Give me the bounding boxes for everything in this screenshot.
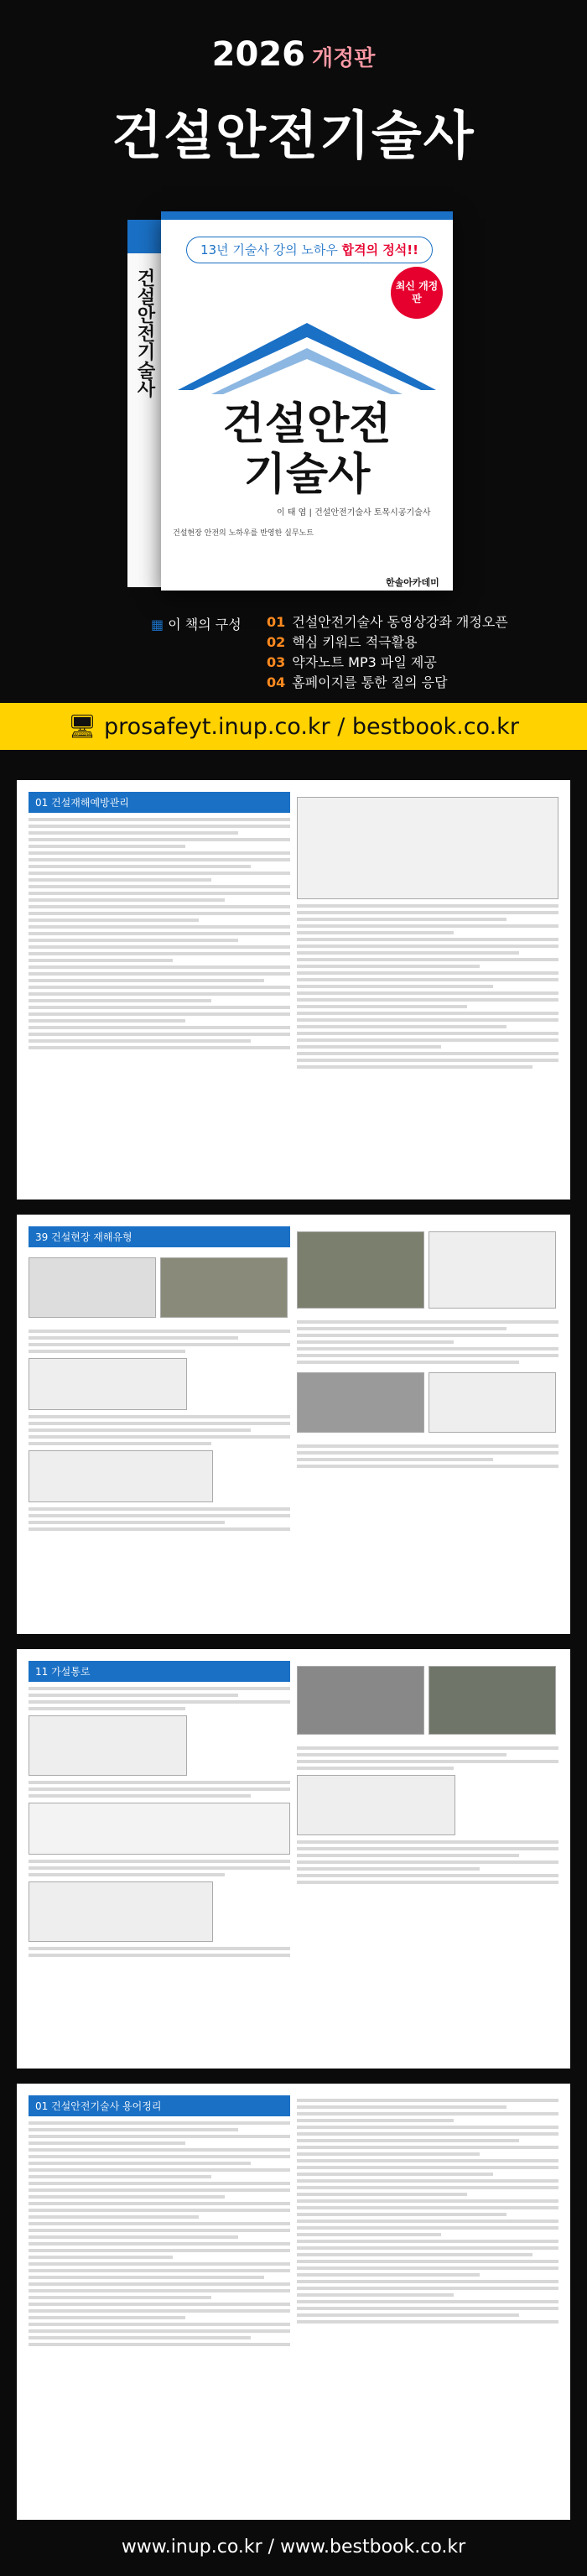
photo-image [429,1666,556,1735]
section-title: 01 건설안전기술사 용어정리 [29,2095,290,2116]
diagram-image [29,1881,213,1942]
feature-text: 약자노트 MP3 파일 제공 [292,654,437,670]
spread-right-page [297,1226,558,1622]
diagram-image [29,1715,187,1776]
feature-num: 01 [267,614,286,630]
page-spread-2 [17,1215,570,1634]
latest-edition-badge: 최신 개정판 [391,267,443,319]
diagram-image [29,1450,213,1502]
spread-right-page [297,792,558,1188]
url-banner-link[interactable]: prosafeyt.inup.co.kr / bestbook.co.kr [103,714,519,740]
promo-banner [186,237,433,263]
feature-text: 건설안전기술사 동영상강좌 개정오픈 [292,614,508,630]
year-heading [0,35,587,74]
spine-band [127,220,161,253]
feature-item [267,612,508,632]
inner-roof-shape [211,348,403,394]
edition-label: 개정판 [311,46,376,71]
feature-item [267,653,508,673]
spread-left-page [29,1661,290,2057]
spread-right-page [297,2095,558,2508]
diagram-image [297,1775,455,1835]
promo-text: 13년 기술사 강의 노하우 [200,242,342,258]
footer-url[interactable]: www.inup.co.kr / www.bestbook.co.kr [121,2537,466,2558]
grid-icon: ▦ [151,617,169,632]
book-description: 건설현장 안전의 노하우를 반영한 실무노트 [173,529,314,538]
spread-right-page [297,1661,558,2057]
diagram-image [29,1358,187,1410]
roof-graphic [161,310,453,403]
section-title: 39 건설현장 재해유형 [29,1226,290,1247]
book-title [161,399,453,500]
main-title: 건설안전기술사 [112,105,475,166]
diagram-image [29,1257,156,1318]
features-heading-text: 이 책의 구성 [168,617,242,632]
features-list [267,612,508,693]
section-title: 01 건설재해예방관리 [29,792,290,813]
spread-left-page [29,1226,290,1622]
cover-band [161,211,453,220]
book-title-line1: 건설안전 [222,399,392,450]
feature-num: 04 [267,674,286,690]
content-table [29,1803,290,1855]
monitor-icon: 🖥 [68,714,104,740]
diagram-image [429,1231,556,1309]
diagram-image [429,1372,556,1433]
spread-left-page [29,792,290,1188]
feature-item [267,673,508,693]
feature-num: 03 [267,654,286,670]
publisher-logo: 한솔아카데미 [386,577,439,588]
section-title: 11 가설통로 [29,1661,290,1682]
year: 2026 [211,35,305,74]
photo-image [297,1666,424,1735]
feature-item [267,632,508,653]
page-spread-4 [17,2084,570,2520]
photo-image [160,1257,288,1318]
spread-left-page [29,2095,290,2508]
photo-image [297,1231,424,1309]
spine-title: 건설안전기술사 [134,268,155,398]
page-spread-1 [17,780,570,1200]
book-title-line2: 기술사 [243,450,371,500]
photo-image [297,1372,424,1433]
feature-text: 홈페이지를 통한 질의 응답 [292,674,448,690]
promo-highlight: 합격의 정석!! [341,242,418,258]
feature-num: 02 [267,634,286,650]
author: 이 태 엽 | 건설안전기술사 토목시공기술사 [277,508,431,518]
page-spread-3 [17,1649,570,2069]
feature-text: 핵심 키워드 적극활용 [292,634,418,650]
url-banner-text[interactable] [0,713,587,740]
features-heading [151,614,242,633]
content-table [297,797,558,899]
